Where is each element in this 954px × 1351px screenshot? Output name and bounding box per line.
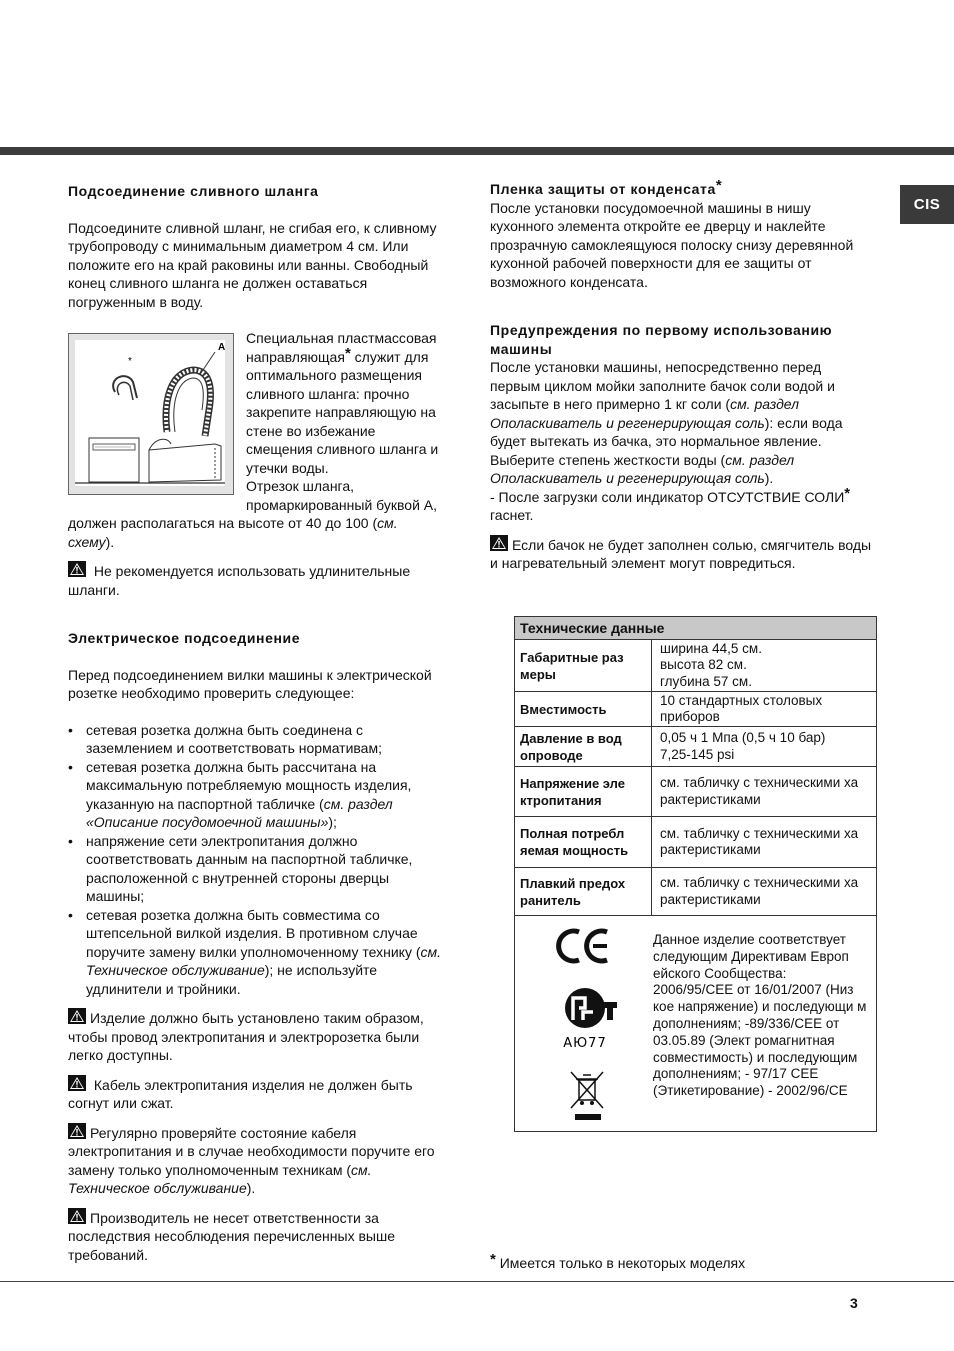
- warning-check-cable: [68, 1123, 446, 1198]
- list-item: [68, 721, 446, 758]
- table-row: [515, 868, 876, 916]
- salt-indicator-paragraph: [490, 484, 874, 525]
- warning-access: [68, 1008, 446, 1065]
- warning-icon: [68, 1208, 86, 1224]
- cert-code: АЮ77: [563, 1036, 607, 1051]
- warning-extension-text: Не рекомендуется использовать удлинительные шланги.: [68, 563, 411, 598]
- check-plug-ref: см. Техническое обслуживание: [86, 943, 442, 978]
- check-plug-end: ); не используйте удлинители и тройники.: [86, 962, 378, 997]
- footnote: [490, 1251, 746, 1273]
- value-line: 7,25-145 psi: [660, 746, 735, 762]
- left-column: [68, 182, 446, 1264]
- film-title: [490, 177, 874, 199]
- row-value: см. табличку с техническими ха рактеристиками: [651, 868, 876, 915]
- film-title-star: *: [715, 177, 723, 194]
- electric-checklist: [68, 721, 446, 999]
- film-paragraph: После установки посудомоечной машины в нишу кухонного элемента откройте ее дверцу и наклейте прозрачную самоклеящуюся полоску снизу деревянной кухонной рабочей поверхности для ее защиты от возможного конденсата.: [490, 199, 854, 290]
- warning-liability-text: Производитель не несет ответственности за последствия несоблюдения перечисленных выше требований.: [68, 1209, 395, 1263]
- row-label: Напряжение эле ктропитания: [520, 775, 625, 808]
- warning-icon: [68, 1008, 86, 1024]
- check-plug-a: сетевая розетка должна быть совместима со штепсельной вилкой изделия. В противном случае поручите замену вилки уполномоченному технику (: [86, 906, 421, 960]
- tech-table-header: Технические данные: [515, 617, 876, 640]
- warning-salt: [490, 535, 874, 573]
- row-value: см. табличку с техническими ха рактеристиками: [651, 767, 876, 816]
- warning-icon: [490, 535, 508, 551]
- value-line: 0,05 ч 1 Мпа (0,5 ч 10 бар): [660, 730, 826, 745]
- warning-cable: [68, 1075, 446, 1113]
- warning-extension: [68, 561, 446, 599]
- ce-mark-icon: [559, 931, 607, 961]
- cert-marks: [515, 916, 651, 1131]
- row-label: Вместимость: [520, 701, 607, 717]
- film-title-text: Пленка защиты от конденсата: [490, 181, 716, 197]
- guide-text-b: служит для оптимального размещения сливного шланга: прочно закрепите направляющую на стене во избежание смещения сливного шланга и утечки воды.: [246, 348, 439, 476]
- warning-liability: [68, 1208, 446, 1265]
- footnote-star: *: [490, 1251, 496, 1268]
- table-row: [515, 640, 876, 692]
- list-item: [68, 758, 446, 832]
- check-power-a: сетевая розетка должна быть рассчитана на максимальную потребляемую мощность изделия, указанную на паспортной табличке (: [86, 758, 412, 812]
- value-line: глубина 57 см.: [660, 673, 752, 689]
- region-tab: CIS: [900, 185, 954, 224]
- first-use-paragraph: [490, 358, 874, 488]
- header-bar: [0, 147, 954, 155]
- right-column: [490, 177, 874, 573]
- row-value: 10 стандартных столовых приборов: [651, 692, 876, 726]
- warning-icon: [68, 561, 86, 577]
- list-item: [68, 832, 446, 906]
- row-label: Плавкий предох ранитель: [520, 875, 626, 908]
- table-row: [515, 767, 876, 817]
- table-row: [515, 817, 876, 868]
- warning-check-ref: см. Техническое обслуживание: [68, 1161, 372, 1196]
- footer-rule: [0, 1281, 954, 1282]
- warning-cable-text: Кабель электропитания изделия не должен быть согнут или сжат.: [68, 1076, 413, 1111]
- check-power-ref: см. раздел «Описание посудомоечной машины»: [86, 795, 393, 830]
- footnote-text: Имеется только в некоторых моделях: [495, 1255, 746, 1271]
- first-use-ref-1: см. раздел Ополаскиватель и регенерирующая соль: [490, 396, 800, 431]
- first-use-ref-2: см. раздел Ополаскиватель и регенерирующая соль: [490, 451, 795, 486]
- electric-intro: Перед подсоединением вилки машины к электрической розетке необходимо проверить следующее:: [68, 666, 432, 701]
- fig-star-label: *: [128, 356, 132, 367]
- hose-height-end: ).: [105, 533, 115, 550]
- guide-text-a: Специальная пластмассовая направляющая: [246, 330, 437, 365]
- salt-indicator-text: - После загрузки соли индикатор ОТСУТСТВИЕ СОЛИ: [490, 488, 845, 505]
- check-power-end: );: [328, 814, 337, 830]
- check-ground: сетевая розетка должна быть соединена с заземлением и соответствовать нормативам;: [86, 721, 382, 756]
- page-number: 3: [850, 1295, 858, 1311]
- value-line: высота 82 см.: [660, 657, 747, 673]
- warning-check-text: Регулярно проверяйте состояние кабеля электропитания и в случае необходимости поручите его замену только уполномоченным техникам (: [68, 1124, 435, 1178]
- tech-data-table: [514, 616, 877, 1132]
- list-item: [68, 906, 446, 999]
- warning-access-text: Изделие должно быть установлено таким образом, чтобы провод электропитания и электророзетка были легко доступны.: [68, 1010, 424, 1063]
- weee-bin-icon: [571, 1072, 603, 1120]
- drain-paragraph: Подсоедините сливной шланг, не сгибая его, к сливному трубопроводу с минимальным диаметром 4 см. Или положите его на край раковины или ванны. Свободный конец сливного шланга не должен оставаться погруженным в воду.: [68, 219, 437, 310]
- guide-paragraph: Специальная пластмассовая направляющая* служит для оптимального размещения сливного шланга: прочно закрепите направляющую на стене во избежание смещения сливного шланга и утечки воды.: [246, 330, 439, 476]
- first-use-text-a: После установки машины, непосредственно перед первым циклом мойки заполните бачок соли водой и засыпьте в него примерно 1 кг соли (: [490, 359, 835, 412]
- row-value: см. табличку с техническими ха рактеристиками: [651, 817, 876, 867]
- conformity-text: Данное изделие соответствует следующим Директивам Европ ейского Сообщества: 2006/95/CEE от 16/01/2007 (Низ кое напряжение) и последующи м дополнениям; -89/336/CEE от 03.05.89 (Элект ромагнитная совместимость) и последующим дополнениям; - 97/17 CEE (Этикетирование) - 2002/96/CE: [653, 932, 867, 1099]
- hose-illustration: [75, 340, 225, 486]
- drain-title: Подсоединение сливного шланга: [68, 183, 319, 199]
- certification-logos: [515, 916, 651, 1131]
- warning-icon: [68, 1075, 86, 1091]
- row-label: Габаритные раз меры: [520, 649, 624, 682]
- row-label: Полная потребл яемая мощность: [520, 826, 629, 858]
- warning-check-end: ).: [246, 1180, 256, 1196]
- row-value: [651, 727, 876, 766]
- first-use-title: Предупреждения по первому использованию машины: [490, 322, 833, 357]
- warning-icon: [68, 1123, 86, 1139]
- table-row: [515, 692, 876, 727]
- salt-indicator-star: *: [844, 484, 851, 502]
- hose-height-ref: см. схему: [68, 515, 398, 550]
- value-line: ширина 44,5 см.: [660, 640, 762, 656]
- check-voltage: напряжение сети электропитания должно соответствовать данным на паспортной табличке, расположенной с внутренней стороны дверцы машины;: [86, 832, 413, 904]
- salt-indicator-end: гаснет.: [490, 507, 534, 523]
- table-row: [515, 727, 876, 767]
- gost-r-mark-icon: [565, 988, 617, 1028]
- certification-row: [515, 916, 876, 1131]
- electric-title: Электрическое подсоединение: [68, 630, 301, 646]
- first-use-text-end: ).: [764, 470, 774, 486]
- warning-salt-text: Если бачок не будет заполнен солью, смягчитель воды и нагревательный элемент могут повредиться.: [490, 536, 872, 571]
- row-value: [651, 640, 876, 691]
- drain-hose-diagram: [68, 333, 234, 495]
- row-label: Давление в вод опроводе: [520, 730, 622, 763]
- fig-a-label: A: [218, 342, 225, 353]
- first-use-text-b: ): если вода будет вытекать из бачка, это нормальное явление. Выберите степень жесткости воды (: [490, 414, 843, 468]
- hose-height-text: Отрезок шланга, промаркированный буквой А, должен располагаться на высоте от 40 до 100 (: [68, 478, 438, 531]
